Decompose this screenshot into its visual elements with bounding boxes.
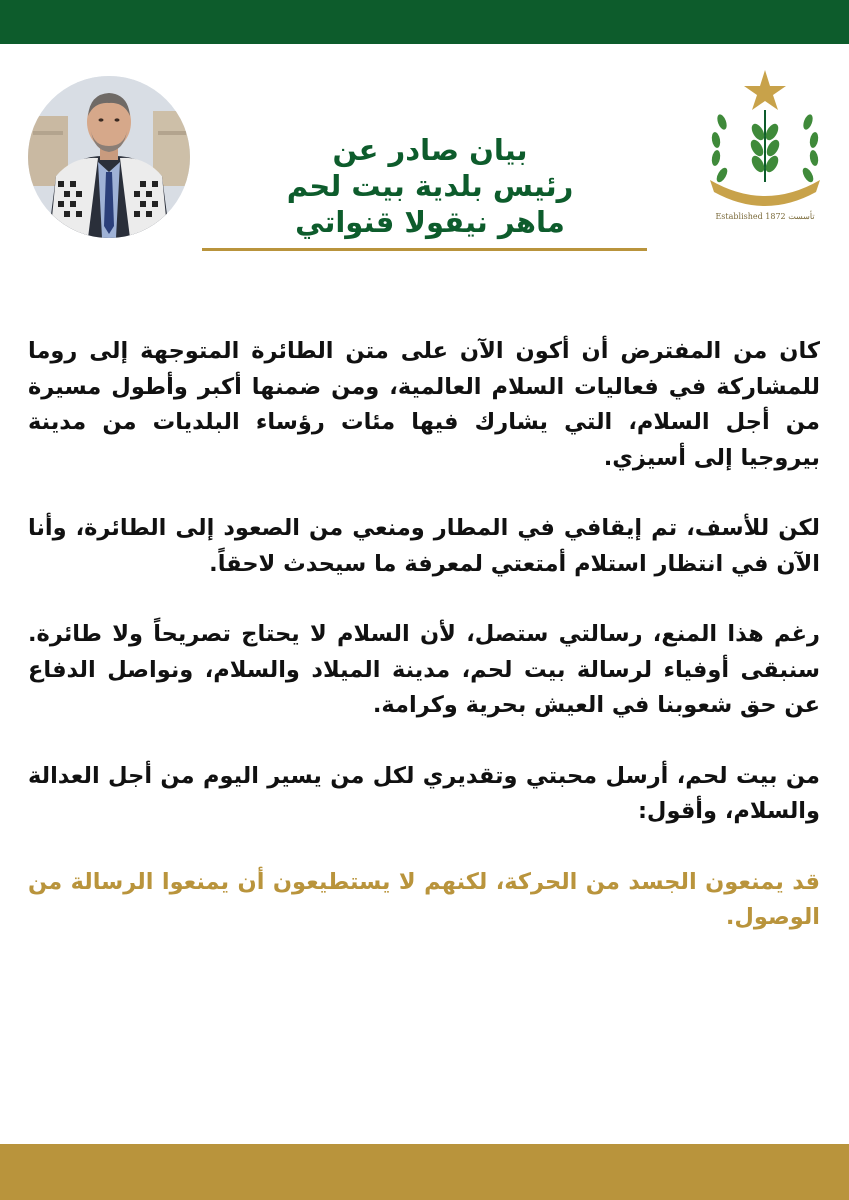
mayor-portrait-icon bbox=[28, 76, 190, 238]
bethlehem-municipality-emblem-icon bbox=[700, 62, 830, 232]
statement-heading bbox=[235, 132, 625, 240]
heading-line-3: ماهر نيقولا قنواتي bbox=[295, 205, 565, 239]
logo-established-caption: Established 1872 تأسست bbox=[715, 212, 815, 221]
heading-divider bbox=[202, 248, 647, 251]
paragraph-2: لكن للأسف، تم إيقافي في المطار ومنعي من الصعود إلى الطائرة، وأنا الآن في انتظار استلام أمتعتي لمعرفة ما سيحدث لاحقاً. bbox=[28, 515, 820, 577]
mayor-portrait-avatar bbox=[28, 76, 190, 238]
closing-quote: قد يمنعون الجسد من الحركة، لكنهم لا يستطيعون أن يمنعوا الرسالة من الوصول. bbox=[28, 868, 820, 930]
municipality-logo bbox=[700, 62, 830, 232]
heading-line-1: بيان صادر عن bbox=[332, 133, 528, 167]
statement-body bbox=[28, 334, 820, 936]
heading-line-2: رئيس بلدية بيت لحم bbox=[286, 169, 574, 203]
top-banner bbox=[0, 0, 849, 44]
bottom-banner bbox=[0, 1144, 849, 1200]
paragraph-3: رغم هذا المنع، رسالتي ستصل، لأن السلام لا يحتاج تصريحاً ولا طائرة. سنبقى أوفياء لرسالة بيت لحم، مدينة الميلاد والسلام، ونواصل الدفاع عن حق شعوبنا في العيش بحرية وكرامة. bbox=[28, 621, 820, 718]
paragraph-1: كان من المفترض أن أكون الآن على متن الطائرة المتوجهة إلى روما للمشاركة في فعاليات السلام العالمية، ومن ضمنها أكبر وأطول مسيرة من أجل السلام، التي يشارك فيها مئات رؤساء البلديات من مدينة بيروجيا إلى أسيزي. bbox=[28, 338, 820, 471]
paragraph-4: من بيت لحم، أرسل محبتي وتقديري لكل من يسير اليوم من أجل العدالة والسلام، وأقول: bbox=[28, 762, 820, 824]
